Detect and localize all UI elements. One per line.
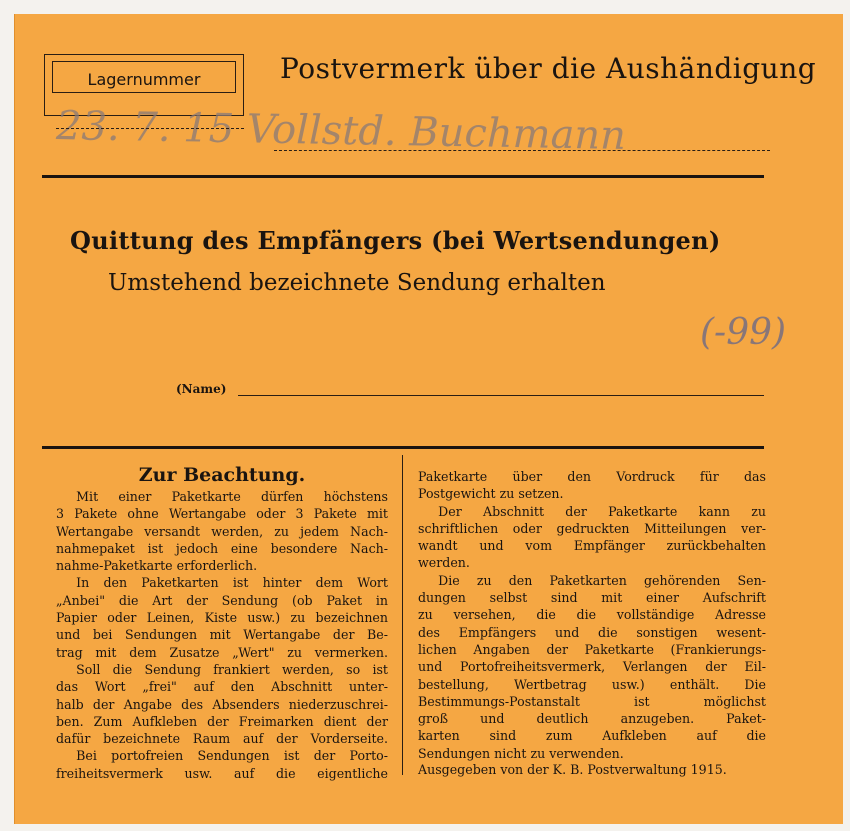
lagernummer-label: Lagernummer (87, 70, 201, 89)
note-line: lichen Angaben der Paketkarte (Frankierungs- (418, 641, 766, 657)
note-line: „Anbei" die Art der Sendung (ob Paket in (56, 592, 388, 608)
note-line: freiheitsvermerk usw. auf die eigentliche (56, 765, 388, 781)
note-line: karten sind zum Aufkleben auf die (418, 728, 766, 744)
note-line: Mit einer Paketkarte dürfen höchstens (76, 489, 388, 504)
section-divider (42, 446, 764, 449)
name-label: (Name) (176, 382, 227, 396)
pencil-note: (-99) (700, 312, 787, 353)
note-line: Soll die Sendung frankiert werden, so ist (76, 661, 388, 677)
note-line: Paketkarte über den Vordruck für das (418, 469, 766, 484)
note-line: werden. (418, 555, 470, 571)
note-line: Wertangabe versandt werden, zu jedem Nach- (56, 523, 388, 539)
note-line: des Empfängers und die sonstigen wesent- (418, 624, 766, 640)
dotted-line (56, 128, 244, 129)
note-line: Papier oder Leinen, Kiste usw.) zu bezeichnen (56, 610, 388, 626)
note-line: wandt und vom Empfänger zurückbehalten (418, 538, 766, 554)
name-signature-line (238, 395, 764, 396)
note-line: trag mit dem Zusatze „Wert" zu vermerken. (56, 644, 388, 660)
note-line: 3 Pakete ohne Wertangabe oder 3 Pakete mit (56, 506, 388, 522)
note-line: und bei Sendungen mit Wertangabe der Be- (56, 627, 388, 643)
post-title: Postvermerk über die Aushändigung (280, 52, 817, 85)
note-line: Bestimmungs-Postanstalt ist möglichst (418, 693, 766, 709)
receipt-subtitle: Umstehend bezeichnete Sendung erhalten (108, 270, 606, 296)
note-line: das Wort „frei" auf den Abschnitt unter- (56, 679, 388, 695)
column-divider (402, 455, 403, 775)
notes-left-column (56, 488, 388, 782)
note-line: Der Abschnitt der Paketkarte kann zu (438, 503, 766, 519)
issued-by-footer: Ausgegeben von der K. B. Postverwaltung 1915. (418, 762, 727, 777)
note-line: Sendungen nicht zu verwenden. (418, 745, 624, 761)
note-line: halb der Angabe des Absenders niederzuschrei- (56, 696, 388, 712)
note-line: In den Paketkarten ist hinter dem Wort (76, 575, 388, 591)
notes-heading: Zur Beachtung. (138, 464, 306, 486)
handwritten-note: 23. 7. 15 Vollstd. Buchmann (55, 103, 627, 159)
section-divider (42, 175, 764, 178)
note-line: groß und deutlich anzugeben. Paket- (418, 711, 766, 727)
note-line: Die zu den Paketkarten gehörenden Sen- (438, 572, 766, 588)
note-line: Bei portofreien Sendungen ist der Porto- (76, 748, 388, 764)
lagernummer-label-box (52, 61, 236, 93)
dotted-line (274, 150, 770, 151)
note-line: zu versehen, die die vollständige Adresse (418, 607, 766, 623)
note-line: ben. Zum Aufkleben der Freimarken dient der (56, 713, 388, 729)
note-line: Postgewicht zu setzen. (418, 486, 564, 502)
note-line: schriftlichen oder gedruckten Mitteilungen ver- (418, 520, 766, 536)
note-line: dafür bezeichnete Raum auf der Vorderseite. (56, 731, 388, 747)
note-line: bestellung, Wertbetrag usw.) enthält. Die (418, 676, 766, 692)
receipt-title: Quittung des Empfängers (bei Wertsendungen) (70, 226, 721, 255)
note-line: und Portofreiheitsvermerk, Verlangen der Eil- (418, 659, 766, 675)
notes-right-column (418, 468, 766, 762)
note-line: nahmepaket ist jedoch eine besondere Nach- (56, 540, 388, 556)
note-line: dungen selbst sind mit einer Aufschrift (418, 590, 766, 606)
note-line: nahme-Paketkarte erforderlich. (56, 558, 258, 574)
